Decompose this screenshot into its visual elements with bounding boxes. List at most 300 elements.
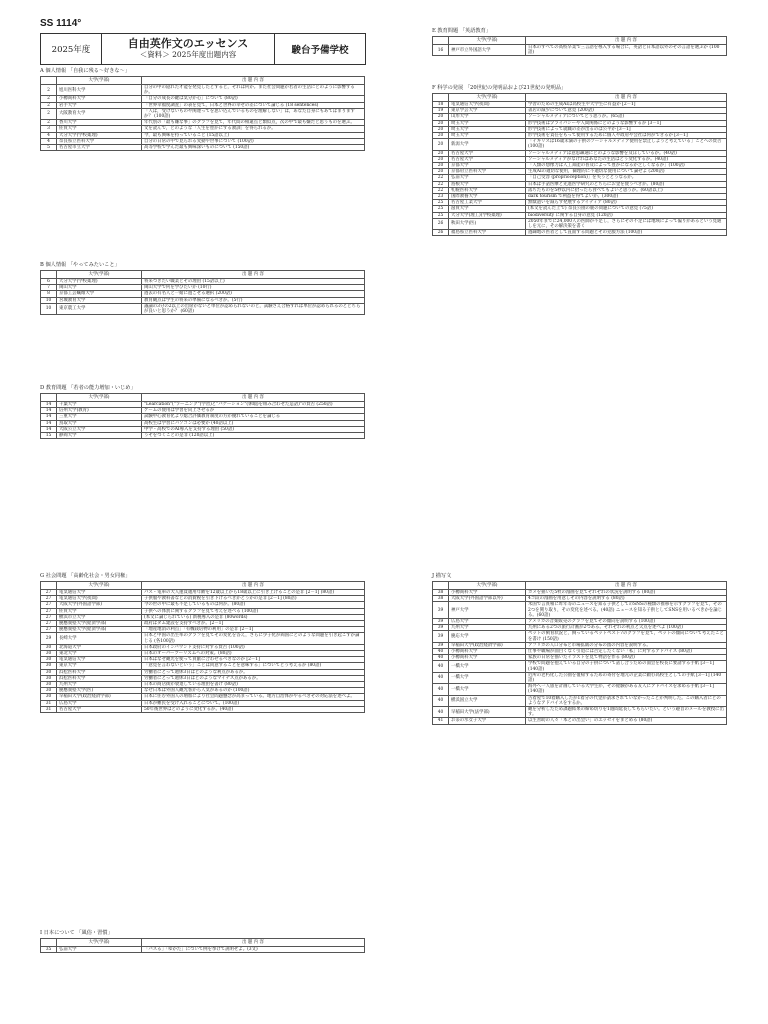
university-name: 滋賀大学 <box>449 206 526 212</box>
university-name: 早稲田大学(政治経済学部) <box>57 694 142 700</box>
question-content: 「世界幸福度調査」の表を見て，日本と世界の幸せの差について論じる (18 sentences) <box>142 102 365 108</box>
question-number: 26 <box>433 218 449 229</box>
section-title: D 教育問題 「若者の能力増加・いじめ」 <box>40 385 136 391</box>
header-no-cell <box>433 37 449 45</box>
question-content: (本文を読んだ上で) 奈良公園の鹿の問題についての意見 (75語) <box>526 206 727 212</box>
university-name: 大阪大学(外国語学部以外) <box>449 596 526 602</box>
table-row <box>433 661 727 672</box>
university-name: 山形大学 <box>449 114 526 120</box>
question-number: 27 <box>41 602 57 608</box>
question-content: 「人類の想像力は人工知能の普及によって豊かになるか乏しくなるか」(100語) <box>526 163 727 169</box>
question-number: 14 <box>41 420 57 426</box>
university-name: 宮城教育大学 <box>57 297 142 303</box>
header-content: 出 題 内 容 <box>526 94 727 102</box>
question-content: 年代別の「最も嫌な事」のグラフを見て，年代間の相違点と類似点，次の中で最も嫌だと思うものを選ぶ。 <box>142 120 365 126</box>
university-name: 慶應義塾大学(経済学部) <box>57 621 142 627</box>
section-table <box>432 93 727 236</box>
question-number: 30 <box>41 675 57 681</box>
question-content: 「自己受容 (proprioception)」を失うとどうなるか。 <box>526 175 727 181</box>
question-number: 40 <box>433 661 449 672</box>
university-name: 埼玉大学 <box>449 133 526 139</box>
question-content: 形学技術を責任をもって使用するために個人や政府や会社は何ができるか [3－1] <box>526 133 727 139</box>
question-content: (本文に論じられている) 新税導入の是非 (80words) <box>142 614 365 620</box>
question-number: 29 <box>41 633 57 644</box>
header-year: 2025年度 <box>41 34 102 64</box>
question-number: 22 <box>433 181 449 187</box>
table-header-row <box>41 394 365 402</box>
question-number: 2 <box>41 120 57 126</box>
university-name: 一橋大学 <box>449 684 526 695</box>
table-row <box>41 706 365 712</box>
university-name: 東京大学 <box>57 663 142 669</box>
university-name: 弘前大学 <box>449 175 526 181</box>
question-content: 無駄遣いを減らす発展するアイディア (80語) <box>526 200 727 206</box>
question-content: 米国で言質相に昨年等のニュースを知る子供としてのSNSの種類の推移を示すグラフを見て，その2つを関り取り，その変化を述べる。(40語) ニュースを知る子供としてSNSを用いるべきかを論じる。(60語) <box>526 602 727 619</box>
header-university: 大学(学部) <box>57 271 142 279</box>
university-name: 鳥取大学 <box>57 420 142 426</box>
question-number: 23 <box>433 194 449 200</box>
university-name: 京都工芸繊維大学 <box>57 291 142 297</box>
question-number: 8 <box>41 291 57 297</box>
question-content: 形学技術によって就職の差が出るのは公平か [3－1] <box>526 126 727 132</box>
header-no-cell <box>41 939 57 947</box>
question-content: アフリカの人口分布と市場拡販の分布の図の内容を説明する。 <box>526 642 727 648</box>
header-content: 出 題 内 容 <box>142 394 365 402</box>
question-content: 日本の商店街が衰退している理由を書け (80語) <box>142 682 365 688</box>
section-g <box>40 573 365 713</box>
university-name: 横浜市立大学 <box>57 614 142 620</box>
question-content: 「意見を言わないという」ことは同意することを意味する」についてどう考えるか (80語) <box>142 663 365 669</box>
question-content: 試験中心教育化より総合評価教育制度の方が優れていることを論じる <box>142 414 365 420</box>
university-name: 名古屋大学 <box>57 706 142 712</box>
university-name: 慶應義塾大学(医) <box>57 688 142 694</box>
question-content: 「バスる」「ゆかた」について例を挙げて説明せよ。(3文) <box>142 947 365 953</box>
question-content: 日本は手話医療と先進医学研究のどちらにお金を使うべきか。(80語) <box>526 181 727 187</box>
question-number: 2 <box>41 96 57 102</box>
question-content: 4コ段の漫画を用意しその内容を説明する (80語) <box>526 596 727 602</box>
question-number: 30 <box>41 651 57 657</box>
university-name: 小樽商科大学 <box>449 649 526 655</box>
question-number: 16 <box>433 45 449 56</box>
university-name: 埼玉大学 <box>449 126 526 132</box>
university-name: 慶應義塾大学(経済学部) <box>57 627 142 633</box>
header-university: 大学(学部) <box>449 582 526 590</box>
question-number: 31 <box>41 700 57 706</box>
table-row <box>41 145 365 151</box>
university-name: 長崎大学 <box>57 633 142 644</box>
university-name: 埼玉大学 <box>449 120 526 126</box>
university-name: 岩手大学 <box>57 102 142 108</box>
question-content: 50年後世界はどのように変化するか。(40語) <box>142 706 365 712</box>
question-number: 2 <box>41 85 57 96</box>
question-content: 「自分の成長の鍵は気分か心」について (80語) <box>142 96 365 102</box>
section-f <box>432 85 727 236</box>
university-name: 新潟大学 <box>449 139 526 150</box>
question-number: 2 <box>41 108 57 119</box>
table-row <box>41 633 365 644</box>
question-number: 39 <box>433 625 449 631</box>
table-row <box>41 947 365 953</box>
question-number: 5 <box>41 145 57 151</box>
section-table <box>40 270 365 315</box>
section-a <box>40 68 365 151</box>
question-number: 20 <box>433 150 449 156</box>
university-name: 九州大学 <box>449 625 526 631</box>
question-content: 学校で問題を抱えている自分の子供について話し合うための面会を校長に要請する手紙 [3－1] (140語) <box>526 661 727 672</box>
section-title: A 個人情報 「自我に残る～好きな～」 <box>40 68 131 74</box>
question-number: 2 <box>41 102 57 108</box>
university-name: 九州大学 <box>57 682 142 688</box>
question-content: アメリカの音楽販売のグラフを見てその傾向を説明する (100語) <box>526 619 727 625</box>
university-name: 大阪教育大学 <box>57 108 142 119</box>
table-header-row <box>41 582 365 590</box>
question-number: 14 <box>41 426 57 432</box>
question-number: 40 <box>433 684 449 695</box>
question-content: 観を分析したため課題結果の締め切りを1週間延長してもらいたい。という趣旨のメールを教授に出す。 <box>526 707 727 718</box>
university-name: 佐賀大学 <box>57 126 142 132</box>
section-table <box>40 581 365 713</box>
question-content: 今，最も興味を持っていること (15語以上) <box>142 132 365 138</box>
question-content: 古着屋で10着購入したが1着分の代金が請求されていなかったことが判明した。この購入者にどのようなアドバイスをするか。 <box>526 695 727 706</box>
header-no-cell <box>41 394 57 402</box>
university-name: 北海道大学 <box>57 644 142 650</box>
question-number: 20 <box>433 114 449 120</box>
university-name: 広島大学 <box>449 619 526 625</box>
question-number: 25 <box>433 212 449 218</box>
header-content: 出 題 内 容 <box>526 582 727 590</box>
section-j <box>432 573 727 725</box>
header-no-cell <box>433 582 449 590</box>
table-row <box>433 649 727 655</box>
question-number: 25 <box>433 200 449 206</box>
header-no-cell <box>41 582 57 590</box>
university-name: 三重大学 <box>57 414 142 420</box>
table-row <box>41 303 365 314</box>
table-header-row <box>41 77 365 85</box>
header-no-cell <box>41 77 57 85</box>
section-table <box>40 76 365 151</box>
question-content: 「人は，受けないものや関連ってを思い込んでいるものを理解しない」は，あなた自身にもあてはまりますか？ (100語) <box>142 108 365 119</box>
university-name: 大分大学(理工)(学校薬理) <box>449 212 526 218</box>
university-name: 福島県立医科大学 <box>449 230 526 236</box>
question-content: 落ちたものを5秒以内に拾ったら食べてもよいと思うか。(60語以上) <box>526 187 727 193</box>
question-content: 労働者にとって週休3日はどのようなマイナス点があるか。 <box>142 675 365 681</box>
header-no-cell <box>41 271 57 279</box>
question-number: 20 <box>433 163 449 169</box>
university-name: 香川大学 <box>57 120 142 126</box>
question-content: 日本政府のインバウンド支持に対する賛否 (100語) <box>142 644 365 650</box>
question-content: "Learcation"("ラーニング"(学習)と"バケーション"(休暇)を組み合わせた造語)"の賛否 (250語) <box>142 402 365 408</box>
section-b <box>40 262 365 315</box>
question-number: 22 <box>433 175 449 181</box>
question-number: 10 <box>41 303 57 314</box>
table-row <box>433 218 727 229</box>
section-title: B 個人情報 「やってみたいこと」 <box>40 262 120 268</box>
table-row <box>41 433 365 439</box>
question-content: ソーシャルメディアは意思疎通にどのような影響を及ぼしているか。(40語) <box>526 150 727 156</box>
question-content: 自分の中の隠れた才能を発見したとすると，それは何か。また社会問題が若者の生活にどのように影響するか。 <box>142 85 365 96</box>
table-header-row <box>41 271 365 279</box>
university-name: 島根大学 <box>449 181 526 187</box>
question-number: 41 <box>433 718 449 724</box>
question-content: 書店の減少について意見 (200語) <box>526 108 727 114</box>
question-number: 39 <box>433 602 449 619</box>
university-name: 国際教養大学 <box>449 194 526 200</box>
question-number: 14 <box>41 408 57 414</box>
question-content: ペットの飼育状況と，飼っているペットペスト7のグラフを見て，ペットの傾向について考えたことを書け (150語) <box>526 631 727 642</box>
section-title: I 日本について 「風俗・習慣」 <box>40 930 113 936</box>
section-title: J 描写文 <box>432 573 452 579</box>
university-name: 小樽商科大学 <box>57 96 142 102</box>
section-table <box>40 393 365 439</box>
section-d <box>40 385 365 439</box>
question-number: 20 <box>433 126 449 132</box>
question-number: 30 <box>41 644 57 650</box>
header-content: 出 題 内 容 <box>142 582 365 590</box>
table-row <box>433 718 727 724</box>
question-number: 20 <box>433 169 449 175</box>
university-name: 岡山大学 <box>57 285 142 291</box>
university-name: 信州大学(教育) <box>57 408 142 414</box>
question-number: 30 <box>41 669 57 675</box>
question-content: biodiversity に関する自身の意見 (120語) <box>526 212 727 218</box>
question-number: 35 <box>41 947 57 953</box>
university-name: 一橋大学 <box>449 672 526 683</box>
question-content: 中学・高校でのAI導入を支持する理由 (50語) <box>142 426 365 432</box>
document-code: SS 1114° <box>40 18 82 29</box>
university-name: 大阪大学(外国語学部) <box>57 602 142 608</box>
university-name: 佐賀大学 <box>57 608 142 614</box>
section-title: F 科学の発展 「20世紀の発明品および21世紀の発明品」 <box>432 85 567 91</box>
question-number: 39 <box>433 642 449 648</box>
question-content: 生成AIの適切な使用，倫理的に不適切な使用について論ぜよ (200語) <box>526 169 727 175</box>
question-number: 27 <box>41 608 57 614</box>
question-content: 家族の日常を描いたイラストを見て物語を作る (80語) <box>526 655 727 661</box>
table-header-row <box>433 94 727 102</box>
question-number: 38 <box>433 596 449 602</box>
question-content: 日本のオーバーツーリズムへの対策。(80語) <box>142 651 365 657</box>
question-number: 20 <box>433 156 449 162</box>
university-name: 大阪公立大学 <box>57 426 142 432</box>
header-title-block <box>102 38 274 59</box>
question-content: 自分の日常の中で見られる変動や世事について (100語) <box>142 138 365 144</box>
question-content: 日本が難民を受け入れることについて。(100語) <box>142 700 365 706</box>
table-row <box>433 602 727 619</box>
table-row <box>433 695 727 706</box>
section-e <box>432 28 727 56</box>
section-table <box>432 36 727 56</box>
question-number: 22 <box>433 187 449 193</box>
question-content: 日本のすべての高校卒業で三言語を導入する場合に，英語と日本語以外のその言語を選ぶか (100語) <box>526 45 727 56</box>
question-number: 39 <box>433 619 449 625</box>
university-name: 横浜国立大学 <box>449 695 526 706</box>
question-number: 3 <box>41 126 57 132</box>
question-content: 仕事や職場が面白くなく引退には否定したくない「私」に対するアドバイス (80語) <box>526 649 727 655</box>
question-content: 将来つきたい職業とその理由 (15語以上) <box>142 279 365 285</box>
question-content: 岡山大学で何を学びたいか (10行) <box>142 285 365 291</box>
header-university: 大学(学部) <box>57 77 142 85</box>
table-row <box>433 139 727 150</box>
question-number: 15 <box>41 433 57 439</box>
table-row <box>433 45 727 56</box>
question-number: 40 <box>433 649 449 655</box>
table-header-row <box>41 939 365 947</box>
university-name: 東北大学 <box>57 651 142 657</box>
question-number: 27 <box>41 596 57 602</box>
university-name: 小樽商科大学 <box>449 590 526 596</box>
table-row <box>41 694 365 700</box>
question-content: 議論の3分の2以上の出席がないと単位が認められないのと，試験さえ合格すれば単位が認められるのとどちらが良いと思うか？ (60語) <box>142 303 365 314</box>
section-title: G 社会問題 「高齢化社会・男女同権」 <box>40 573 131 579</box>
question-content: バス・電車の大人運賃適用年齢を12歳以上から18歳以上に引き上げることの是非 [2－1] (80語) <box>142 590 365 596</box>
header-university: 大学(学部) <box>449 37 526 45</box>
university-name: 京都大学 <box>449 163 526 169</box>
university-name: 大分大学(学校薬理) <box>57 132 142 138</box>
university-name: 早稲田大学(政治経済学部) <box>449 642 526 648</box>
university-name: 京都府立医科大学 <box>449 169 526 175</box>
university-name: 静岡大学 <box>57 433 142 439</box>
question-content: 形学技術はプライバシーや人間関係にどのような影響するか [3－1] <box>526 120 727 126</box>
question-number: 30 <box>41 694 57 700</box>
question-content: 「イギリスは16歳未満の子供のソーシャルメディア使用を禁止しようと考えている」ことへの賛否 (100語) <box>526 139 727 150</box>
table-row <box>433 707 727 718</box>
question-content: 「地産地消の利点」「有機栽培物の利用」の是非 [2－1] <box>142 627 365 633</box>
header-content: 出 題 内 容 <box>142 939 365 947</box>
table-row <box>433 684 727 695</box>
question-content: 海外へ一人旅を計画している大学生が，その経験がある友人にアドバイスを求める手紙 [3－1] (140語) <box>526 684 727 695</box>
question-content: なぜ日本は外国人観光客から人気があるのか (100語) <box>142 688 365 694</box>
section-table <box>40 938 365 953</box>
header-no-cell <box>433 94 449 102</box>
header-title: 自由英作文のエッセンス <box>127 37 249 51</box>
table-header-row <box>433 37 727 45</box>
university-name: 千葉大学 <box>57 402 142 408</box>
question-number: 14 <box>41 414 57 420</box>
question-content: 子供服や教科書などの消費税を引き下げるべきかどうかの是非 [2－1] (80語) <box>142 596 365 602</box>
university-name: 電気通信大学 <box>57 590 142 596</box>
university-name: 浜松医科大学 <box>57 669 142 675</box>
question-number: 40 <box>433 672 449 683</box>
question-number: 30 <box>41 663 57 669</box>
question-content: うそをつくことの是非 (120語以上) <box>142 433 365 439</box>
header-school: 駿台予備学校 <box>274 34 365 64</box>
question-number: 4 <box>41 132 57 138</box>
university-name: 弘前大学 <box>57 947 142 953</box>
question-number: 20 <box>433 120 449 126</box>
header-subtitle: ＜資料＞ 2025年度出題内容 <box>139 50 237 59</box>
question-number: 18 <box>433 102 449 108</box>
question-content: 高等学校で学んだ最も興味深いものについて (150語) <box>142 145 365 151</box>
question-content: 過疎地の医者として直面する問題とその克服方法 (100語) <box>526 230 727 236</box>
university-name: 広島大学 <box>57 700 142 706</box>
university-name: 慶応大学 <box>449 631 526 642</box>
question-content: カメを描いた5枚の漫画を見てそれぞれの状況を説明する (80語) <box>526 590 727 596</box>
question-content: 教育観点は学生の将来の準備になるべきか。(5行) <box>142 297 365 303</box>
question-number: 20 <box>433 139 449 150</box>
university-name: 東京学芸大学 <box>449 108 526 114</box>
table-row <box>433 230 727 236</box>
question-number: 14 <box>41 402 57 408</box>
question-content: dark tourism で利益を得てよいか。(300語) <box>526 194 727 200</box>
university-name: 神戸市立外国語大学 <box>449 45 526 56</box>
question-number: 27 <box>41 590 57 596</box>
question-number: 19 <box>433 108 449 114</box>
section-i <box>40 930 365 953</box>
question-number: 30 <box>41 682 57 688</box>
university-name: 名古屋大学 <box>449 156 526 162</box>
university-name: 早稲田大学(法学部) <box>449 707 526 718</box>
question-number: 40 <box>433 707 449 718</box>
question-number: 25 <box>433 206 449 212</box>
question-content: 近所の老朽化した公園を復帰するための寄付を地元の企業に頼む高校生としての手紙 [3－1] (140語) <box>526 672 727 683</box>
university-name: 奈良県立医科大学 <box>57 138 142 144</box>
question-content: 学習のための生成AIは高校生や大学生に有益か [2－1] <box>526 102 727 108</box>
question-number: 7 <box>41 285 57 291</box>
document-header <box>40 33 366 65</box>
question-content: 以生善助の人々「本との出会い」のエッセイをまとめる (80語) <box>526 718 727 724</box>
header-content: 出 題 内 容 <box>526 37 727 45</box>
university-name: 電気通信大学 <box>57 657 142 663</box>
question-number: 30 <box>41 657 57 663</box>
university-name: 小樽商科大学 <box>449 655 526 661</box>
university-name: 名古屋大学 <box>449 150 526 156</box>
question-number: 27 <box>41 627 57 633</box>
question-number: 4 <box>41 138 57 144</box>
university-name: 旭川医科大学 <box>57 85 142 96</box>
university-name: 一橋大学 <box>449 661 526 672</box>
question-content: ゲームの使用は学習を向上させるか <box>142 408 365 414</box>
question-content: 子供への体罰に関するグラフを見て考えを述べる (100語) <box>142 608 365 614</box>
university-name: 東京農工大学 <box>57 303 142 314</box>
question-content: 日本に住む外国人の増加により社会問題懸念が高まっている。地方自治体がやるべきその対応法を述べよ。 <box>142 694 365 700</box>
university-name: 電気通信大学(夜間) <box>57 596 142 602</box>
question-content: ソーシャルメディアについてどう思うか。(65語) <box>526 114 727 120</box>
table-row <box>433 631 727 642</box>
section-title: E 教育問題 「英語教育」 <box>432 28 491 34</box>
question-number: 6 <box>41 279 57 285</box>
question-number: 38 <box>433 590 449 596</box>
question-number: 40 <box>433 695 449 706</box>
question-content: 労働者にとって週休3日はどのような利点があるか。 <box>142 669 365 675</box>
university-name: 大分大学(学校薬理) <box>57 279 142 285</box>
university-name: お茶の水女子大学 <box>449 718 526 724</box>
question-content: 日本と中国の出生率のグラフを見てその変化を答え，さらに少子化が両国にどのような問題を引き起こすか論じる (各100語) <box>142 633 365 644</box>
university-name: 神戸大学 <box>449 602 526 619</box>
header-university: 大学(学部) <box>57 582 142 590</box>
university-name: 名古屋市立大学 <box>57 145 142 151</box>
university-name: 電気通信大学(夜間) <box>449 102 526 108</box>
table-header-row <box>433 582 727 590</box>
question-content: 九州にある2つの旅行計画が2つある。それぞれの利点と欠点を述べよ (100語) <box>526 625 727 631</box>
university-name: 秋田大学(医) <box>449 218 526 229</box>
table-row <box>41 85 365 96</box>
question-content: 過去の有名人と一緒に過ごせる選択 (200語) <box>142 291 365 297</box>
question-content: 日本はなぜ観光を使って貢献に合わせるべきなのか [2－1] <box>142 657 365 663</box>
question-content: 文を読んで，どのような「人生を豊かにする教訓」を得られるか。 <box>142 126 365 132</box>
table-row <box>433 672 727 683</box>
question-number: 30 <box>41 688 57 694</box>
question-content: 今の世の中に最も不足しているものは何か。(80語) <box>142 602 365 608</box>
header-university: 大学(学部) <box>449 94 526 102</box>
table-row <box>41 108 365 119</box>
question-number: 26 <box>433 230 449 236</box>
question-number: 40 <box>433 655 449 661</box>
question-number: 27 <box>41 614 57 620</box>
university-name: 浜松医科大学 <box>57 675 142 681</box>
question-number: 39 <box>433 631 449 642</box>
question-content: ソーシャルメディアがなければあなたの生活はどう変化するか。(40語) <box>526 156 727 162</box>
question-content: 高校生は学習にパソコンは必要か (40語以上) <box>142 420 365 426</box>
